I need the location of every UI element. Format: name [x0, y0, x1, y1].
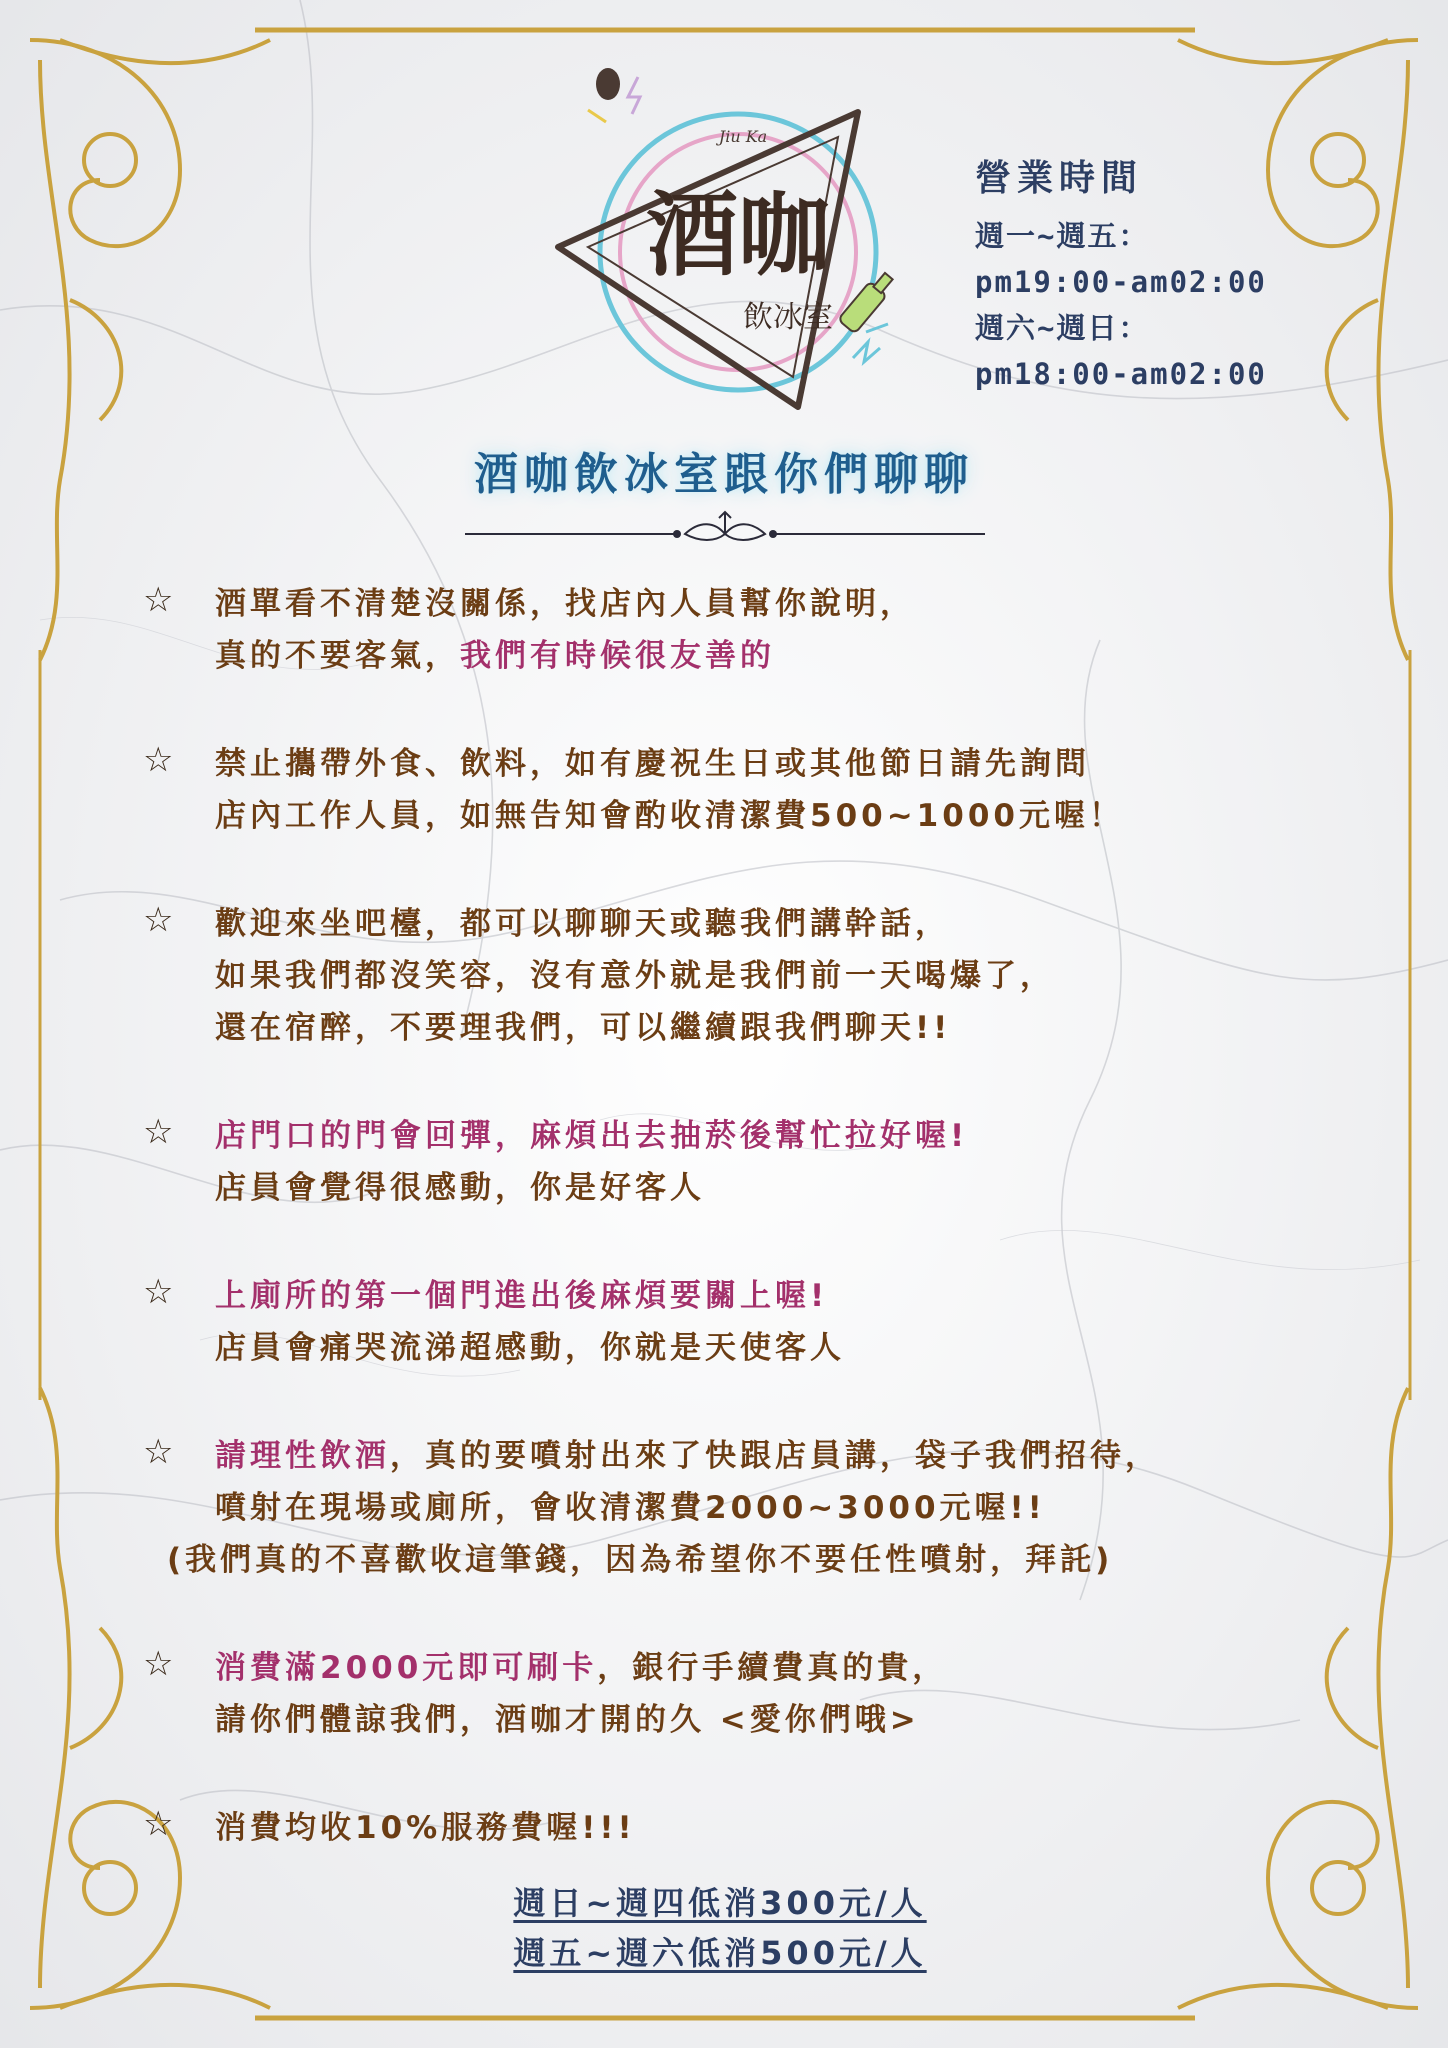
rule-item [143, 1802, 1363, 1854]
rule-item [143, 1270, 1363, 1374]
star-icon: ☆ [143, 580, 174, 620]
rule-text: 店內工作人員，如無告知會酌收清潔費500~1000元喔！ [215, 798, 1124, 834]
rule-text: 店門口的門會回彈，麻煩出去抽菸後幫忙拉好喔! [215, 1118, 969, 1154]
logo-main-text: 酒咖 [645, 182, 831, 289]
rule-text: 店員會覺得很感動，你是好客人 [215, 1170, 705, 1206]
page-title: 酒咖飲冰室跟你們聊聊 [474, 449, 974, 500]
rule-line [215, 1002, 1363, 1054]
rule-line [215, 1162, 1363, 1214]
hours-line: pm19:00-am02:00 [975, 265, 1267, 299]
rule-line [215, 630, 1363, 682]
hours-line: 週一~週五： [975, 219, 1150, 253]
rule-text: ，真的要噴射出來了快跟店員講，袋子我們招待， [390, 1438, 1160, 1474]
rule-text: 請理性飲酒 [215, 1438, 390, 1474]
rule-item [143, 898, 1363, 1054]
rule-text: 我們有時候很友善的 [460, 638, 775, 674]
rule-line [215, 898, 1363, 950]
rule-item [143, 738, 1363, 842]
minimum-charge [420, 1878, 1020, 1978]
star-icon: ☆ [143, 1272, 174, 1312]
rule-text: 真的不要客氣， [215, 638, 460, 674]
rule-line [215, 738, 1363, 790]
rule-text: 消費均收10%服務費喔!!! [215, 1810, 636, 1846]
rule-item [143, 1430, 1363, 1586]
star-icon: ☆ [143, 1112, 174, 1152]
rule-line [215, 790, 1363, 842]
rule-text: 請你們體諒我們，酒咖才開的久 <愛你們哦> [215, 1702, 920, 1738]
rule-line [215, 1270, 1363, 1322]
rule-text: 消費滿2000元即可刷卡 [215, 1650, 598, 1686]
hours-line: 週六~週日： [975, 311, 1150, 345]
rule-text: (我們真的不喜歡收這筆錢，因為希望你不要任性噴射，拜託) [167, 1542, 1114, 1578]
hours-line: pm18:00-am02:00 [975, 357, 1267, 391]
rule-text: 歡迎來坐吧檯，都可以聊聊天或聽我們講幹話， [215, 906, 950, 942]
rule-item [143, 578, 1363, 682]
rule-line [215, 1802, 1363, 1854]
star-icon: ☆ [143, 900, 174, 940]
business-hours [975, 150, 1295, 397]
logo-script-text: Jiu Ka [718, 127, 768, 146]
lightning-icon [628, 77, 640, 114]
rule-line [167, 1534, 1363, 1586]
rule-text: 上廁所的第一個門進出後麻煩要關上喔! [215, 1278, 829, 1314]
rule-text: 禁止攜帶外食、飲料，如有慶祝生日或其他節日請先詢問 [215, 746, 1090, 782]
rules-list [143, 578, 1363, 1910]
brand-logo [548, 62, 928, 422]
rule-line [215, 1430, 1363, 1482]
rule-line [215, 1110, 1363, 1162]
rule-text: 店員會痛哭流涕超感動，你就是天使客人 [215, 1330, 845, 1366]
rule-line [215, 950, 1363, 1002]
star-icon: ☆ [143, 1644, 174, 1684]
rule-text: 如果我們都沒笑容，沒有意外就是我們前一天喝爆了， [215, 958, 1055, 994]
corner-ornament-top-left [30, 40, 270, 660]
hours-title: 營業時間 [975, 158, 1144, 199]
rule-text: 噴射在現場或廁所，會收清潔費2000~3000元喔!! [215, 1490, 1046, 1526]
rule-item [143, 1642, 1363, 1746]
rule-text: 還在宿醉，不要理我們，可以繼續跟我們聊天!! [215, 1010, 952, 1046]
minimum-charge-weekday: 週日~週四低消300元/人 [513, 1884, 927, 1922]
star-icon: ☆ [143, 1804, 174, 1844]
rule-line [215, 1482, 1363, 1534]
coffee-bean-icon [596, 68, 620, 100]
logo-sub-text: 飲冰室 [743, 300, 833, 335]
rule-item [143, 1110, 1363, 1214]
rule-line [215, 1322, 1363, 1374]
rule-line [215, 578, 1363, 630]
rule-line [215, 1694, 1363, 1746]
minimum-charge-weekend: 週五~週六低消500元/人 [513, 1934, 927, 1972]
rule-text: ，銀行手續費真的貴， [597, 1650, 948, 1686]
rule-text: 酒單看不清楚沒關係，找店內人員幫你說明， [215, 586, 915, 622]
star-icon: ☆ [143, 1432, 174, 1472]
ornament-divider [465, 508, 985, 544]
star-icon: ☆ [143, 740, 174, 780]
rule-line [215, 1642, 1363, 1694]
